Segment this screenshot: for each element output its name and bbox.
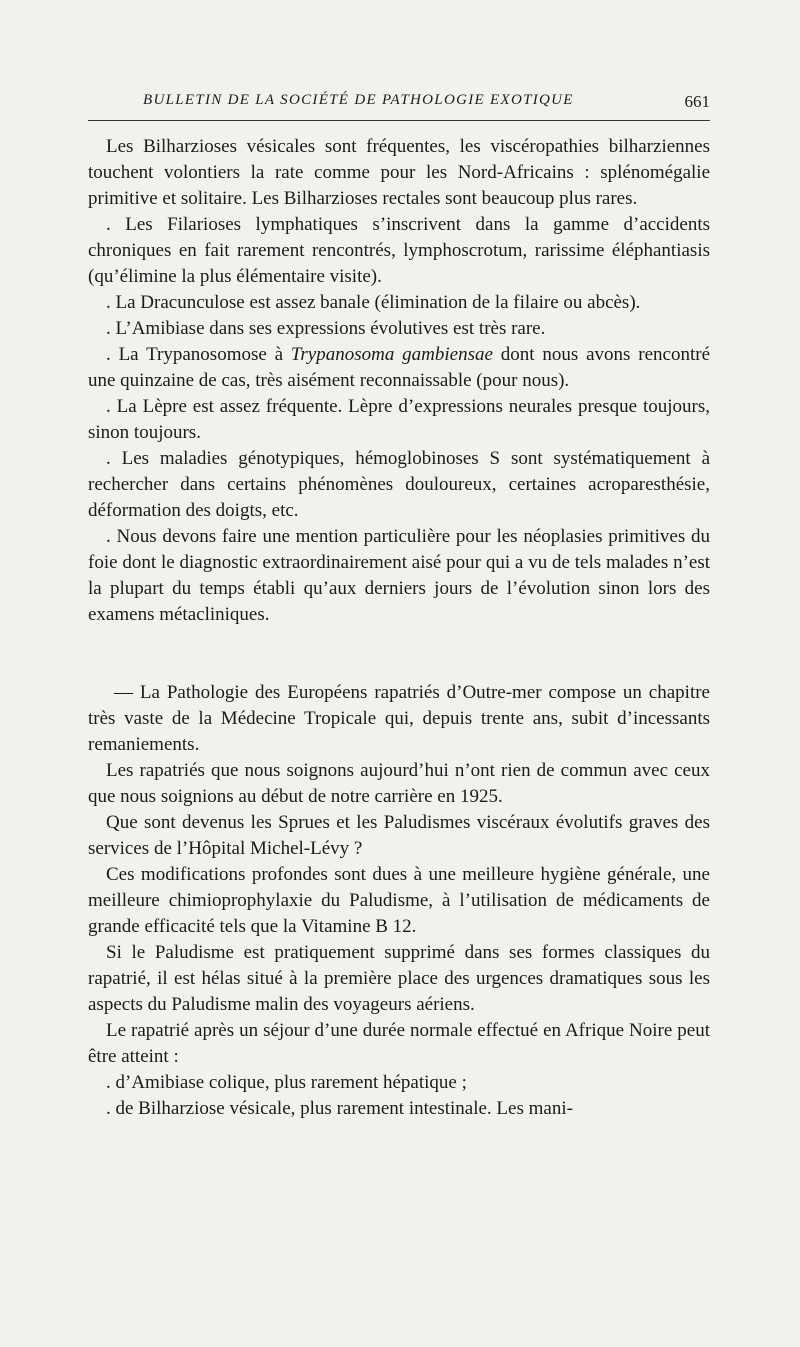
paragraph <box>88 342 710 394</box>
section-gap <box>88 628 710 680</box>
paragraph: Si le Paludisme est pratiquement supprimé dans ses formes classiques du rapatrié, il est hélas situé à la première place des urgences dramatiques sous les aspects du Paludisme malin des voyageurs aériens. <box>88 942 710 1015</box>
header-rule <box>88 120 710 121</box>
text-run: . La Trypanosomose à <box>106 344 291 365</box>
paragraph: . Les Filarioses lymphatiques s’inscrivent dans la gamme d’accidents chroniques en fait rarement rencontrés, lymphoscrotum, rarissime éléphantiasis (qu’élimine la plus élémentaire visite). <box>88 214 710 287</box>
body-text <box>88 134 710 1122</box>
paragraph: Les Bilharzioses vésicales sont fréquentes, les viscéropathies bilharziennes touchent volontiers la rate comme pour les Nord-Africains : splénomégalie primitive et solitaire. Les Bilharzioses rectales sont beaucoup plus rares. <box>88 136 710 209</box>
paragraph: Ces modifications profondes sont dues à une meilleure hygiène générale, une meilleure chimioprophylaxie du Paludisme, à l’utilisation de médicaments de grande efficacité tels que la Vitamine B 12. <box>88 864 710 937</box>
list-item: . d’Amibiase colique, plus rarement hépatique ; <box>106 1072 467 1093</box>
paragraph: Le rapatrié après un séjour d’une durée normale effectué en Afrique Noire peut être atteint : <box>88 1020 710 1067</box>
paragraph: . La Dracunculose est assez banale (élimination de la filaire ou abcès). <box>106 292 641 313</box>
running-header <box>88 92 710 118</box>
paragraph: Que sont devenus les Sprues et les Paludismes viscéraux évolutifs graves des services de l’Hôpital Michel-Lévy ? <box>88 812 710 859</box>
list-item: . de Bilharziose vésicale, plus rarement intestinale. Les mani- <box>106 1098 573 1119</box>
journal-title: BULLETIN DE LA SOCIÉTÉ DE PATHOLOGIE EXOTIQUE <box>143 92 574 108</box>
species-name: Trypanosoma gambiensae <box>290 344 493 365</box>
paragraph: . La Lèpre est assez fréquente. Lèpre d’expressions neurales presque toujours, sinon toujours. <box>88 396 710 443</box>
paragraph: . L’Amibiase dans ses expressions évolutives est très rare. <box>106 318 546 339</box>
paragraph: . Les maladies génotypiques, hémoglobinoses S sont systématiquement à rechercher dans certains phénomènes douloureux, certaines acroparesthésie, déformation des doigts, etc. <box>88 448 710 521</box>
paragraph: — La Pathologie des Européens rapatriés d’Outre-mer compose un chapitre très vaste de la Médecine Tropicale qui, depuis trente ans, subit d’incessants remaniements. <box>88 682 710 755</box>
paragraph: . Nous devons faire une mention particulière pour les néoplasies primitives du foie dont le diagnostic extraordinairement aisé pour qui a vu de tels malades n’est la plupart du temps établi qu’aux derniers jours de l’évolution sinon lors des examens métacliniques. <box>88 526 710 625</box>
text-run: dont nous avons rencontré une quinzaine de cas, très aisément reconnaissable (pour nous). <box>88 344 710 391</box>
page-number: 661 <box>684 92 710 111</box>
paragraph: Les rapatriés que nous soignons aujourd’hui n’ont rien de commun avec ceux que nous soignions au début de notre carrière en 1925. <box>88 760 710 807</box>
